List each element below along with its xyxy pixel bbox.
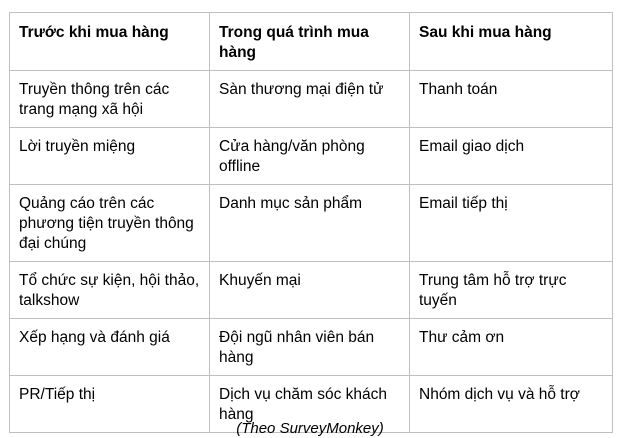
- table-row: [10, 319, 613, 376]
- table-cell-during: Dịch vụ chăm sóc khách hàng: [210, 376, 410, 433]
- table-cell-before: Truyền thông trên các trang mạng xã hội: [10, 71, 210, 128]
- table-cell-after: Thanh toán: [410, 71, 613, 128]
- table-cell-during: Cửa hàng/văn phòng offline: [210, 128, 410, 185]
- header-before-purchase: Trước khi mua hàng: [10, 13, 210, 71]
- source-caption: (Theo SurveyMonkey): [236, 420, 384, 437]
- table-cell-after: Email giao dịch: [410, 128, 613, 185]
- table-cell-before: Quảng cáo trên các phương tiện truyền thông đại chúng: [10, 185, 210, 262]
- table-cell-after: Thư cảm ơn: [410, 319, 613, 376]
- table-cell-after: Email tiếp thị: [410, 185, 613, 262]
- table-header-row: [10, 13, 613, 71]
- table-cell-during: Danh mục sản phẩm: [210, 185, 410, 262]
- table-cell-before: Xếp hạng và đánh giá: [10, 319, 210, 376]
- header-after-purchase: Sau khi mua hàng: [410, 13, 613, 71]
- table-row: [10, 128, 613, 185]
- table-cell-before: Tổ chức sự kiện, hội thảo, talkshow: [10, 262, 210, 319]
- customer-touchpoints-table-container: [9, 12, 612, 433]
- table-cell-before: PR/Tiếp thị: [10, 376, 210, 433]
- table-row: [10, 71, 613, 128]
- header-during-purchase: Trong quá trình mua hàng: [210, 13, 410, 71]
- table-cell-after: Trung tâm hỗ trợ trực tuyến: [410, 262, 613, 319]
- table-cell-after: Nhóm dịch vụ và hỗ trợ: [410, 376, 613, 433]
- table-cell-during: Đội ngũ nhân viên bán hàng: [210, 319, 410, 376]
- table-cell-during: Khuyến mại: [210, 262, 410, 319]
- customer-touchpoints-table: [9, 12, 613, 433]
- table-cell-during: Sàn thương mại điện tử: [210, 71, 410, 128]
- table-row: [10, 262, 613, 319]
- table-row: [10, 185, 613, 262]
- table-cell-before: Lời truyền miệng: [10, 128, 210, 185]
